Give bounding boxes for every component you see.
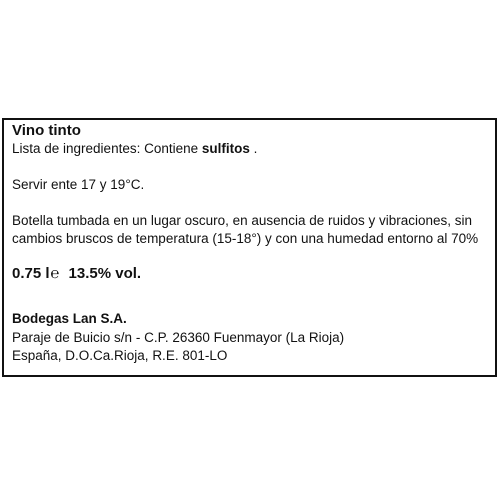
producer-address-line-2: España, D.O.Ca.Rioja, R.E. 801-LO bbox=[12, 348, 228, 363]
ingredients-line bbox=[12, 141, 257, 157]
serving-temperature: Servir ente 17 y 19°C. bbox=[12, 177, 145, 192]
estimated-sign-icon: ℮ bbox=[50, 265, 60, 282]
wine-label bbox=[2, 118, 497, 377]
ingredients-allergen: sulfitos bbox=[201, 141, 250, 156]
ingredients-suffix: . bbox=[249, 141, 258, 156]
producer-name: Bodegas Lan S.A. bbox=[12, 311, 127, 326]
product-title: Vino tinto bbox=[12, 122, 81, 139]
volume-amount: 0.75 l bbox=[12, 265, 50, 282]
volume-line bbox=[12, 265, 141, 283]
storage-line-1: Botella tumbada en un lugar oscuro, en ausencia de ruidos y vibraciones, sin bbox=[12, 213, 473, 228]
producer-address-line-1: Paraje de Buicio s/n - C.P. 26360 Fuenmayor (La Rioja) bbox=[12, 330, 345, 345]
ingredients-prefix: Lista de ingredientes: Contiene bbox=[12, 141, 202, 156]
alcohol-content: 13.5% vol. bbox=[68, 265, 142, 282]
storage-line-2: cambios bruscos de temperatura (15-18°) y con una humedad entorno al 70% bbox=[12, 231, 479, 246]
